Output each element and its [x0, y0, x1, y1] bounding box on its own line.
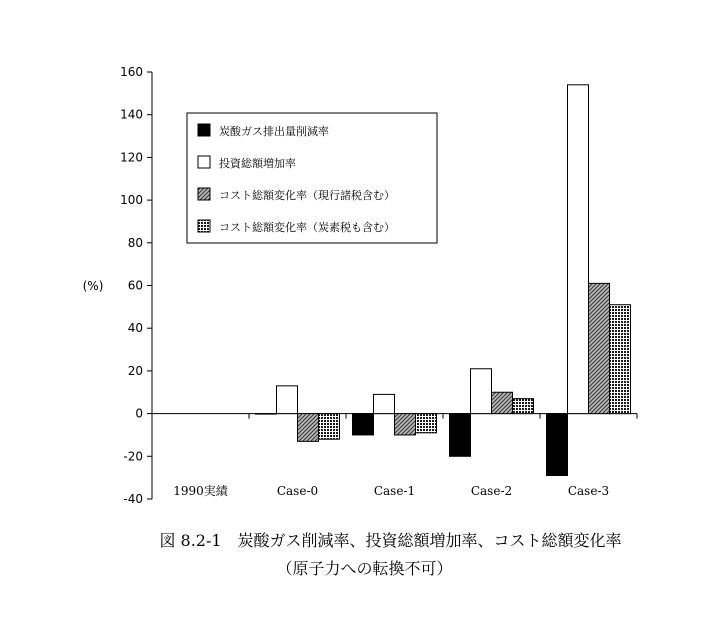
legend-swatch	[198, 220, 210, 232]
x-tick-label: Case-3	[567, 484, 610, 498]
bar	[416, 414, 437, 433]
bar	[568, 85, 589, 414]
chart-legend	[187, 113, 437, 243]
legend-swatch	[198, 188, 210, 200]
bar	[256, 414, 277, 415]
bar	[374, 394, 395, 413]
x-tick-label: 1990実績	[173, 484, 228, 498]
x-tick-label: Case-0	[276, 484, 319, 498]
bar	[450, 414, 471, 457]
y-tick-label: 160	[120, 65, 143, 79]
x-tick-label: Case-2	[470, 484, 513, 498]
bar	[395, 414, 416, 435]
y-tick-label: 0	[135, 406, 143, 421]
bar	[547, 414, 568, 476]
bar	[353, 414, 374, 435]
x-tick-label: Case-1	[373, 484, 416, 498]
bar	[277, 386, 298, 414]
bar	[492, 392, 513, 413]
y-tick-label: 20	[127, 363, 143, 378]
y-axis-label: (%)	[82, 279, 104, 293]
y-tick-label: -20	[123, 449, 143, 464]
y-tick-label: 60	[127, 278, 143, 293]
y-tick-label: 120	[120, 150, 143, 165]
legend-label: コスト総額変化率（現行諸税含む）	[219, 189, 395, 202]
bar	[513, 399, 534, 414]
bar	[610, 305, 631, 414]
legend-swatch	[198, 156, 210, 168]
figure-caption-line2: （原子力への転換不可）	[276, 559, 453, 578]
y-tick-label: 100	[120, 193, 143, 208]
y-tick-label: 80	[127, 235, 143, 250]
bar	[298, 414, 319, 442]
figure-caption-line1: 図 8.2-1 炭酸ガス削減率、投資総額増加率、コスト総額変化率	[159, 531, 622, 550]
y-tick-label: 140	[120, 107, 143, 122]
legend-label: 炭酸ガス排出量削減率	[219, 125, 329, 138]
bar	[319, 414, 340, 440]
y-tick-label: -40	[123, 492, 143, 506]
y-tick-label: 40	[127, 321, 143, 336]
bar	[589, 283, 610, 413]
bar	[471, 369, 492, 414]
legend-label: コスト総額変化率（炭素税も含む）	[219, 221, 395, 234]
legend-swatch	[198, 124, 210, 136]
legend-label: 投資総額増加率	[219, 157, 296, 170]
